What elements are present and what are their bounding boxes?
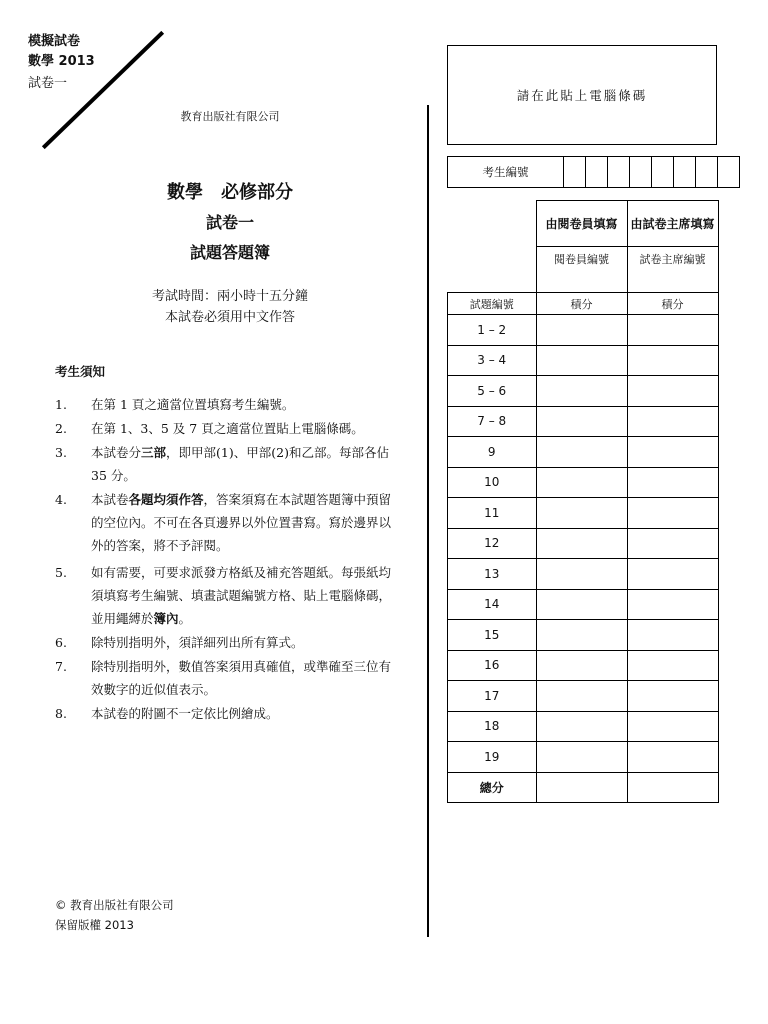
question-number: 9 — [448, 437, 537, 468]
instruction-number: 3. — [55, 445, 67, 460]
marking-row — [448, 742, 719, 773]
marking-row — [448, 711, 719, 742]
chief-number-cell[interactable] — [627, 247, 718, 293]
marking-row — [448, 498, 719, 529]
marker-score-cell[interactable] — [536, 315, 627, 346]
barcode-area — [447, 45, 717, 145]
paper-title: 試卷一 — [205, 213, 254, 232]
question-number: 7 – 8 — [448, 406, 537, 437]
marker-score-cell[interactable] — [536, 528, 627, 559]
chief-score-cell[interactable] — [627, 559, 718, 590]
chief-score-cell[interactable] — [627, 650, 718, 681]
total-row — [448, 772, 719, 803]
question-number: 11 — [448, 498, 537, 529]
marker-score-cell[interactable] — [536, 559, 627, 590]
publisher: 教育出版社有限公司 — [180, 110, 280, 123]
question-number: 19 — [448, 742, 537, 773]
chief-score-cell[interactable] — [627, 406, 718, 437]
instruction-item — [55, 631, 395, 654]
chief-score-cell[interactable] — [627, 345, 718, 376]
question-number: 12 — [448, 528, 537, 559]
instruction-segment: 在第 1 頁之適當位置填寫考生編號。 — [91, 397, 295, 412]
instruction-emphasis: 簿內 — [153, 611, 179, 626]
instruction-item — [55, 561, 395, 630]
chief-score-cell[interactable] — [627, 681, 718, 712]
exam-time: 考試時間：兩小時十五分鐘 — [151, 289, 308, 304]
marker-score-cell[interactable] — [536, 711, 627, 742]
candidate-number-row — [447, 156, 740, 188]
footer-copyright: © 教育出版社有限公司 — [55, 898, 174, 912]
marking-row — [448, 467, 719, 498]
marker-score-cell[interactable] — [536, 345, 627, 376]
instruction-item — [55, 393, 395, 416]
question-number: 16 — [448, 650, 537, 681]
chief-score-cell[interactable] — [627, 589, 718, 620]
instruction-segment: 。 — [178, 611, 192, 626]
chief-number-label: 試卷主席編號 — [639, 253, 706, 266]
marker-score-cell[interactable] — [536, 376, 627, 407]
barcode-label: 請在此貼上電腦條碼 — [516, 88, 648, 103]
marker-score-cell[interactable] — [536, 406, 627, 437]
total-label: 總分 — [448, 772, 537, 803]
instruction-text — [91, 417, 395, 440]
instruction-number: 5. — [55, 565, 67, 580]
question-number: 18 — [448, 711, 537, 742]
instruction-segment: ，答案須寫在本試題答題簿中預留的空位內。不可在各頁邊界以外位置書寫。寫於邊界以外的答案，將不予評閱。 — [91, 492, 392, 553]
instruction-text — [91, 488, 395, 557]
marker-score-cell[interactable] — [536, 589, 627, 620]
candidate-digit[interactable] — [564, 157, 586, 188]
instruction-item — [55, 488, 395, 557]
instruction-segment: 本試卷的附圖不一定依比例繪成。 — [91, 706, 279, 721]
instruction-number: 6. — [55, 635, 67, 650]
instruction-text — [91, 393, 395, 416]
chief-score-cell[interactable] — [627, 315, 718, 346]
marking-row — [448, 406, 719, 437]
candidate-digit[interactable] — [608, 157, 630, 188]
question-number: 17 — [448, 681, 537, 712]
marker-score-cell[interactable] — [536, 681, 627, 712]
question-number: 14 — [448, 589, 537, 620]
header-line-3: 試卷一 — [28, 76, 68, 91]
question-number: 10 — [448, 467, 537, 498]
instruction-item — [55, 702, 395, 725]
marker-score-cell[interactable] — [536, 437, 627, 468]
instructions-heading: 考生須知 — [55, 364, 106, 379]
instruction-text — [91, 702, 395, 725]
candidate-digit[interactable] — [586, 157, 608, 188]
chief-score-cell[interactable] — [627, 528, 718, 559]
candidate-digit[interactable] — [674, 157, 696, 188]
instruction-number: 2. — [55, 421, 67, 436]
instruction-segment: 在第 1、3、5 及 7 頁之適當位置貼上電腦條碼。 — [91, 421, 364, 436]
chief-total-cell[interactable] — [627, 772, 718, 803]
question-number: 15 — [448, 620, 537, 651]
marking-row — [448, 528, 719, 559]
question-col-header: 試題編號 — [448, 293, 537, 315]
instruction-number: 8. — [55, 706, 67, 721]
chief-score-cell[interactable] — [627, 437, 718, 468]
instruction-emphasis: 三部 — [141, 445, 167, 460]
candidate-digit[interactable] — [630, 157, 652, 188]
candidate-digit[interactable] — [652, 157, 674, 188]
header-line-2: 數學 2013 — [28, 54, 95, 69]
instruction-text — [91, 441, 395, 487]
marks-col-header-2: 積分 — [627, 293, 718, 315]
marking-row — [448, 315, 719, 346]
marker-score-cell[interactable] — [536, 498, 627, 529]
marker-score-cell[interactable] — [536, 620, 627, 651]
chief-header: 由試卷主席填寫 — [627, 201, 718, 247]
instruction-segment: ，即甲部(1)、甲部(2)和乙部。每部各佔 35 分。 — [91, 445, 389, 483]
marking-table — [447, 200, 719, 803]
candidate-digit[interactable] — [718, 157, 740, 188]
instruction-text — [91, 561, 395, 630]
instruction-number: 7. — [55, 659, 67, 674]
marking-row — [448, 437, 719, 468]
instruction-segment: 如有需要，可要求派發方格紙及補充答題紙。每張紙均須填寫考生編號、填畫試題編號方格、貼上電腦條碼，並用繩縛於 — [91, 565, 392, 626]
question-number: 1 – 2 — [448, 315, 537, 346]
footer-rights: 保留版權 2013 — [55, 918, 134, 932]
margin-line — [427, 105, 429, 937]
marker-score-cell[interactable] — [536, 650, 627, 681]
instruction-number: 1. — [55, 397, 67, 412]
instruction-text — [91, 631, 395, 654]
candidate-digit[interactable] — [696, 157, 718, 188]
marking-row — [448, 589, 719, 620]
instruction-segment: 本試卷分 — [91, 445, 142, 460]
chief-score-cell[interactable] — [627, 376, 718, 407]
marker-total-cell[interactable] — [536, 772, 627, 803]
booklet-title: 試題答題簿 — [189, 243, 270, 262]
header-line-1: 模擬試卷 — [28, 34, 81, 49]
marking-row — [448, 345, 719, 376]
marking-row — [448, 559, 719, 590]
instruction-text — [91, 655, 395, 701]
marker-score-cell[interactable] — [536, 742, 627, 773]
page-title: 數學 必修部分 — [167, 182, 293, 203]
question-number: 5 – 6 — [448, 376, 537, 407]
candidate-label: 考生編號 — [448, 157, 564, 188]
marker-header: 由閱卷員填寫 — [536, 201, 627, 247]
marks-col-header-1: 積分 — [536, 293, 627, 315]
chief-score-cell[interactable] — [627, 711, 718, 742]
marker-number-label: 閱卷員編號 — [554, 253, 609, 266]
instruction-item — [55, 417, 395, 440]
instruction-number: 4. — [55, 492, 67, 507]
instruction-segment: 本試卷 — [91, 492, 129, 507]
instructions-list — [55, 393, 395, 725]
chief-score-cell[interactable] — [627, 620, 718, 651]
chief-score-cell[interactable] — [627, 467, 718, 498]
marking-row — [448, 620, 719, 651]
question-number: 3 – 4 — [448, 345, 537, 376]
language-note: 本試卷必須用中文作答 — [164, 310, 295, 325]
marker-number-cell[interactable] — [536, 247, 627, 293]
chief-score-cell[interactable] — [627, 742, 718, 773]
instruction-item — [55, 441, 395, 487]
chief-score-cell[interactable] — [627, 498, 718, 529]
instruction-item — [55, 655, 395, 701]
marking-row — [448, 681, 719, 712]
instruction-segment: 除特別指明外，須詳細列出所有算式。 — [91, 635, 304, 650]
question-number: 13 — [448, 559, 537, 590]
marker-score-cell[interactable] — [536, 467, 627, 498]
instructions — [55, 360, 395, 726]
instruction-segment: 除特別指明外，數值答案須用真確值，或準確至三位有效數字的近似值表示。 — [91, 659, 392, 697]
marking-row — [448, 376, 719, 407]
marking-row — [448, 650, 719, 681]
instruction-emphasis: 各題均須作答 — [128, 492, 204, 507]
